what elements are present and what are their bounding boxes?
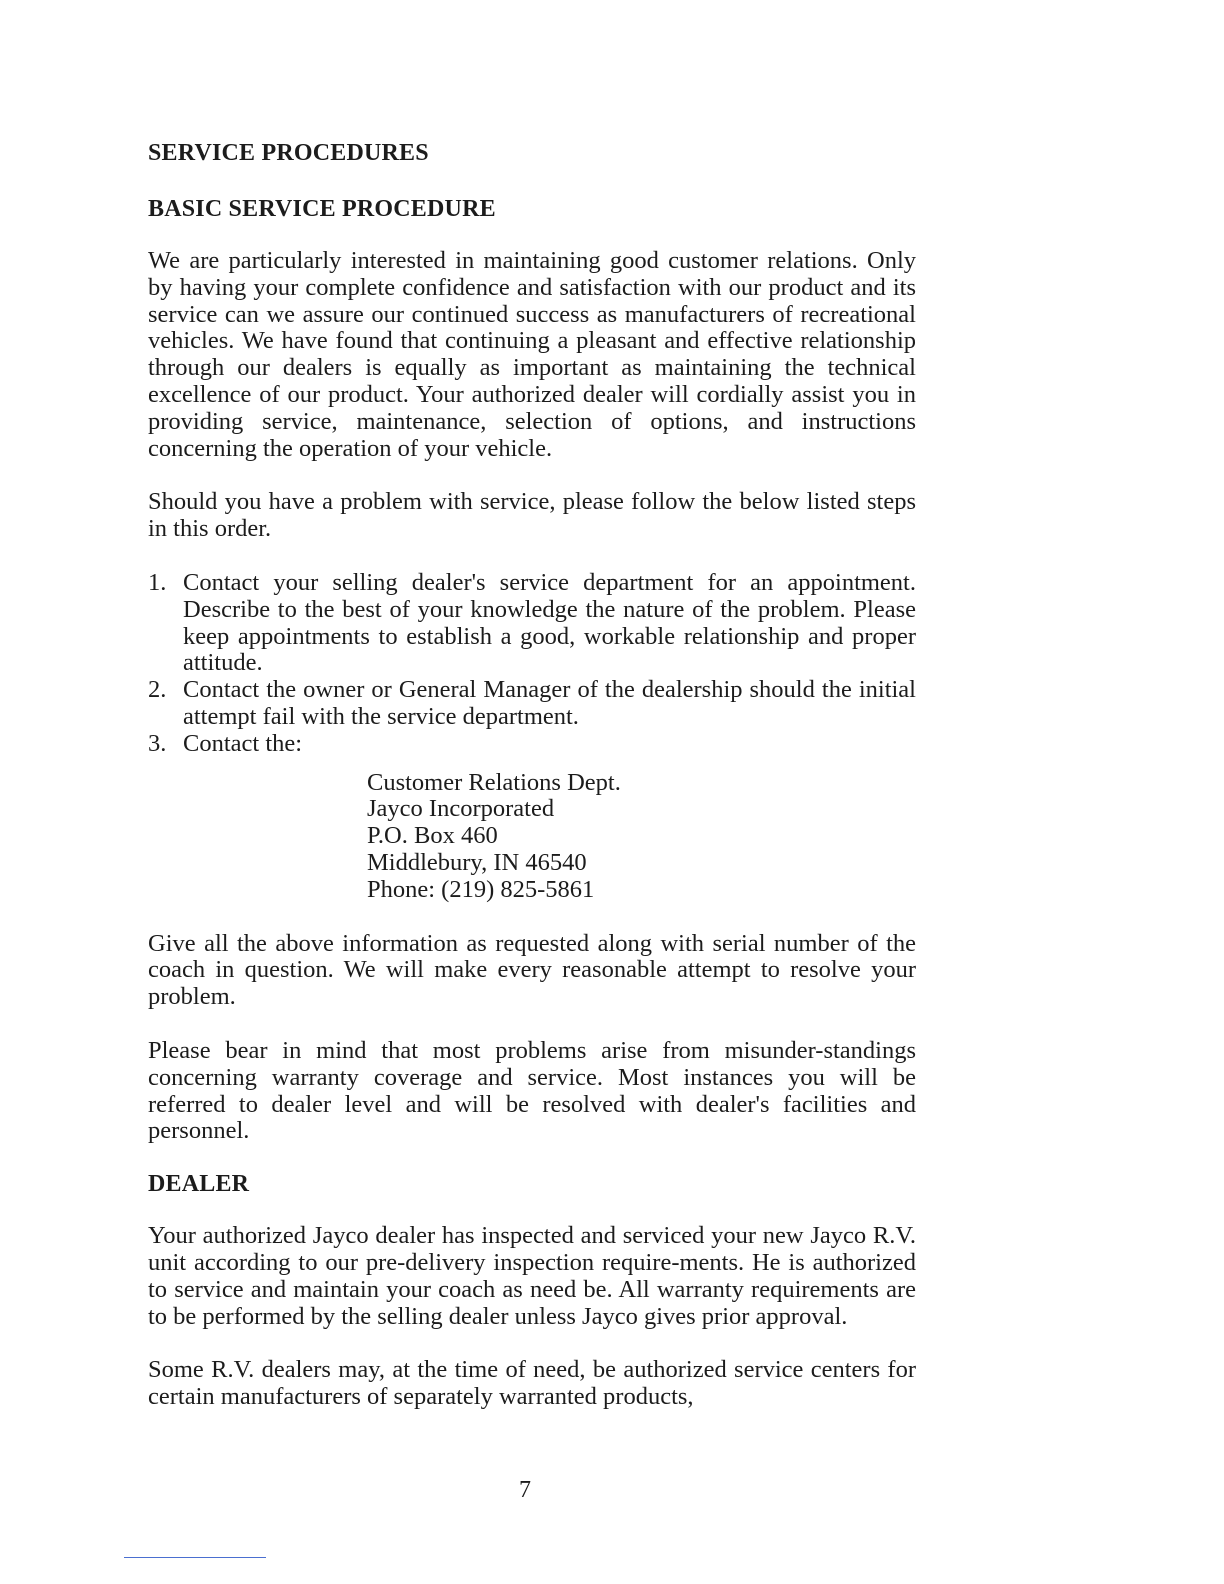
service-step: [148, 677, 916, 731]
page-content: [148, 138, 916, 1411]
basic-service-paragraph-4: Please bear in mind that most problems arise from misunder-standings concerning warranty coverage and service. Most instances you will be referred to dealer level and will be resolved with dealer's facilities and personnel.: [148, 1036, 916, 1145]
address-line: Jayco Incorporated: [367, 795, 555, 823]
dealer-heading: DEALER: [148, 1171, 250, 1198]
address-line: Middlebury, IN 46540: [367, 848, 587, 876]
step-number: 1.: [148, 568, 167, 596]
basic-service-heading: BASIC SERVICE PROCEDURE: [148, 196, 496, 222]
page-number: 7: [519, 1477, 531, 1503]
step-number: 2.: [148, 676, 167, 704]
footer-rule: [124, 1557, 266, 1558]
step-text: Contact the:: [183, 729, 303, 757]
address-phone: Phone: (219) 825-5861: [367, 875, 595, 903]
dealer-paragraph-2: Some R.V. dealers may, at the time of need, be authorized service centers for certain manufacturers of separately warranted products,: [148, 1356, 916, 1411]
service-step: [148, 570, 916, 677]
basic-service-paragraph-1: We are particularly interested in maintaining good customer relations. Only by having your complete confidence and satisfaction with our product and its service can we assure our continued success as manufacturers of recreational vehicles. We have found that continuing a pleasant and effective relationship through our dealers is equally as important as maintaining the technical excellence of our product. Your authorized dealer will cordially assist you in providing service, maintenance, selection of options, and instructions concerning the operation of your vehicle.: [148, 247, 916, 462]
address-line: P.O. Box 460: [367, 822, 498, 850]
service-step: [148, 731, 916, 758]
step-text: Contact your selling dealer's service department for an appointment. Describe to the best of your knowledge the nature of the problem. Please keep appointments to establish a good, workable relationship and proper attitude.: [183, 568, 916, 677]
step-number: 3.: [148, 729, 167, 757]
basic-service-paragraph-3: Give all the above information as requested along with serial number of the coach in question. We will make every reasonable attempt to resolve your problem.: [148, 929, 916, 1011]
address-line: Customer Relations Dept.: [367, 768, 621, 796]
dealer-paragraph-1: Your authorized Jayco dealer has inspected and serviced your new Jayco R.V. unit according to our pre-delivery inspection require-ments. He is authorized to service and maintain your coach as need be. All warranty requirements are to be performed by the selling dealer unless Jayco gives prior approval.: [148, 1222, 916, 1330]
service-steps-list: [148, 570, 916, 758]
customer-relations-address: [367, 770, 916, 904]
section-heading: SERVICE PROCEDURES: [148, 140, 429, 166]
basic-service-paragraph-2: Should you have a problem with service, please follow the below listed steps in this order.: [148, 488, 916, 543]
step-text: Contact the owner or General Manager of the dealership should the initial attempt fail with the service department.: [183, 676, 916, 730]
